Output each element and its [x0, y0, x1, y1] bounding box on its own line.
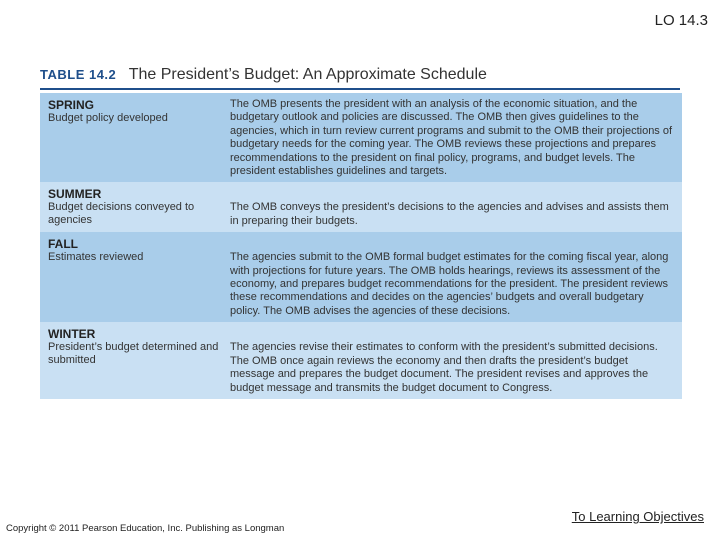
phase-label: Budget decisions conveyed to agencies: [48, 201, 195, 227]
learning-objectives-link[interactable]: To Learning Objectives: [571, 509, 704, 524]
phase-label: Budget policy developed: [48, 112, 168, 124]
table-row-summer: [40, 182, 682, 232]
row-description: The agencies submit to the OMB formal budget estimates for the coming fiscal year, along with projections for future years. The OMB holds hearings, reviews its assessment of the economy, and prepares budget recommendations for the president. The president reviews these recommendations and decides on the agencies’ budgets and overall budgetary policy. The OMB advises the agencies of these decisions.: [230, 251, 669, 317]
table-row-fall: [40, 232, 682, 322]
row-description: The OMB conveys the president’s decisions to the agencies and advises and assists them in preparing their budgets.: [230, 201, 669, 227]
row-description: The OMB presents the president with an analysis of the economic situation, and the budgetary outlook and policies are discussed. The OMB then gives guidelines to the agencies, which in turn review current programs and submit to the OMB their projections of budgetary needs for the coming year. The OMB reviews these projections and prepares recommendations to the president on final policy, programs, and budget levels. The president establishes guidelines and targets.: [230, 98, 673, 178]
row-header: [48, 98, 230, 178]
table-number: TABLE 14.2: [40, 67, 117, 82]
season-label: SPRING: [48, 98, 95, 112]
copyright-notice: Copyright © 2011 Pearson Education, Inc. Publishing as Longman: [6, 523, 285, 534]
season-label: WINTER: [48, 327, 96, 342]
season-label: FALL: [48, 237, 78, 252]
row-header: [48, 237, 230, 318]
phase-label: President’s budget determined and submitted: [48, 341, 219, 367]
phase-label: Estimates reviewed: [48, 251, 144, 264]
title-rule: [40, 88, 680, 90]
table-row-winter: [40, 322, 682, 399]
table-row-spring: [40, 93, 682, 182]
schedule-table: [40, 93, 682, 399]
row-header: [48, 327, 230, 395]
table-title: [40, 66, 680, 88]
lo-label: LO 14.3: [654, 12, 708, 29]
row-header: [48, 187, 230, 228]
table-caption: The President’s Budget: An Approximate Schedule: [128, 66, 487, 83]
season-label: SUMMER: [48, 187, 102, 202]
row-description: The agencies revise their estimates to conform with the president’s submitted decisions. The OMB once again reviews the economy and then drafts the president’s budget message and prepares the budget document. The president revises and approves the budget message and transmits the budget document to Congress.: [230, 341, 658, 394]
